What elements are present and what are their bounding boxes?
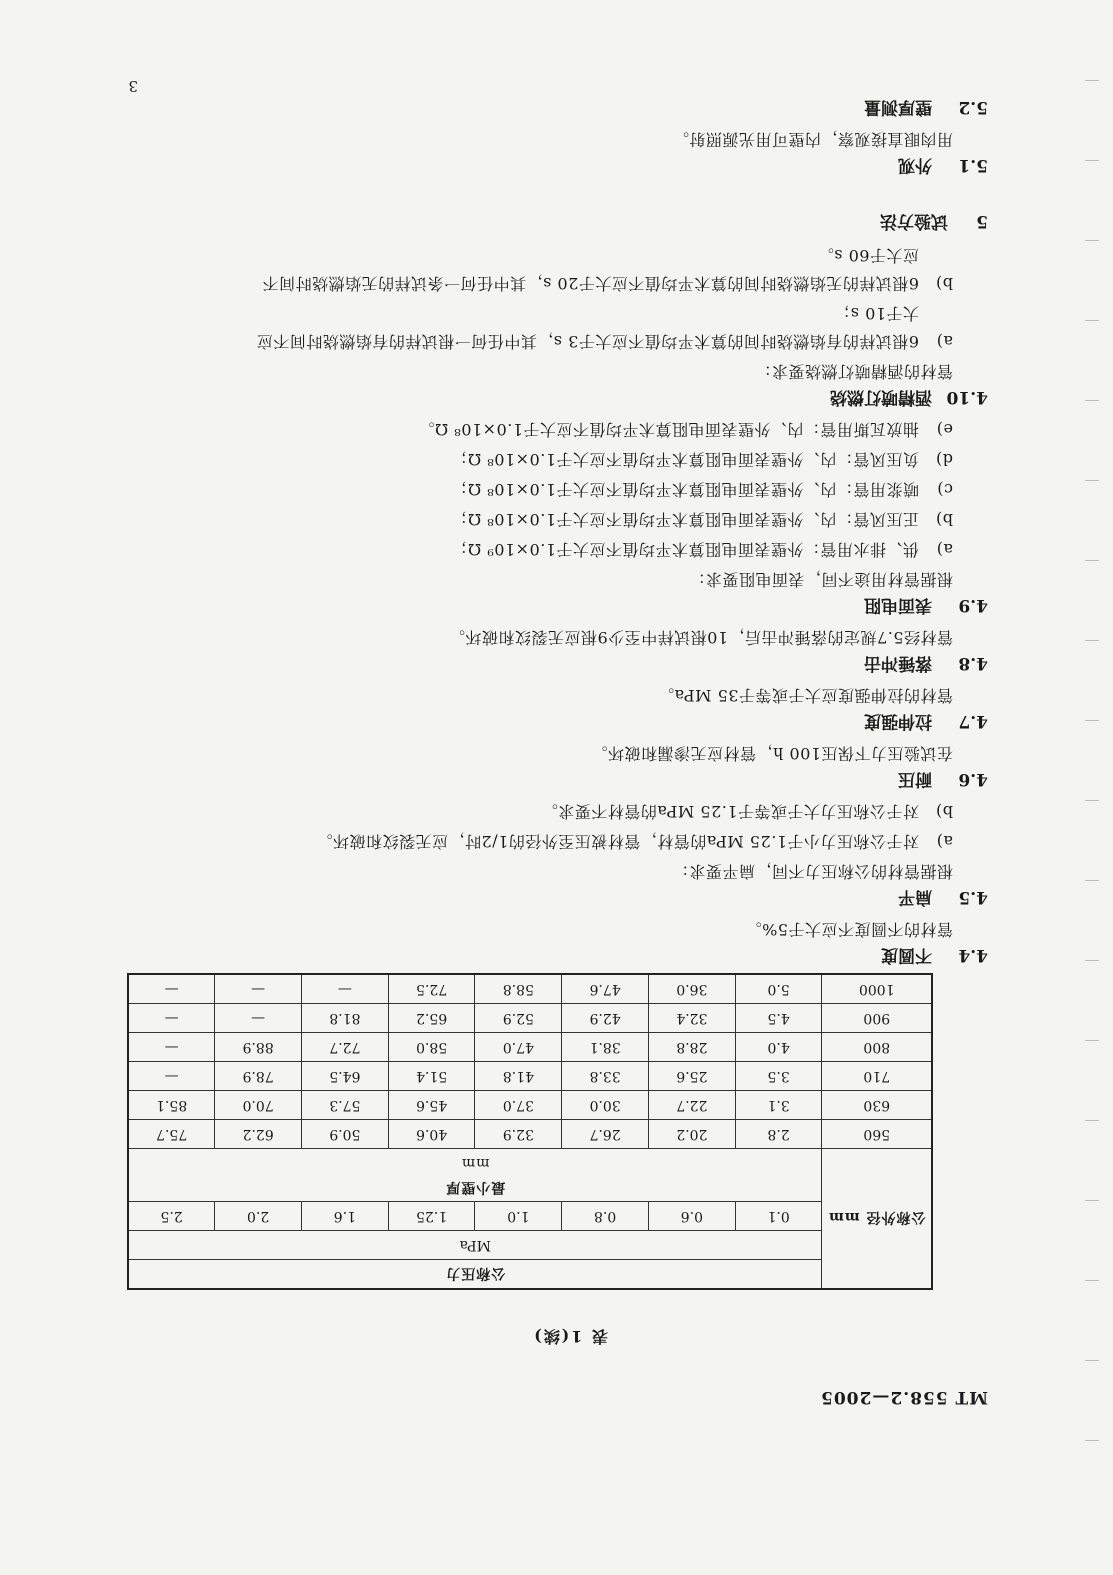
- section-5-1-heading: [898, 155, 988, 180]
- item-text: 正压风管：内、外壁表面电阻算术平均值不应大于1.0×10⁸ Ω；: [451, 510, 919, 529]
- table-cell: 47.6: [562, 974, 649, 1004]
- table-cell: 50.9: [302, 1120, 389, 1149]
- list-item: [451, 509, 953, 532]
- item-text: 负压风管：内、外壁表面电阻算术平均值不应大于1.0×10⁸ Ω；: [451, 450, 919, 469]
- outer-diameter-cell: 630: [822, 1091, 932, 1120]
- table-cell: 40.6: [388, 1120, 475, 1149]
- page-number: 3: [128, 77, 138, 95]
- table-cell: 4.5: [735, 1004, 822, 1033]
- table-cell: 52.9: [475, 1004, 562, 1033]
- table-cell: 22.7: [649, 1091, 736, 1120]
- pressure-value: 0.1: [735, 1202, 822, 1231]
- list-item: [418, 419, 953, 442]
- section-number: 4.6: [958, 769, 988, 789]
- header-min-thickness: [128, 1149, 822, 1202]
- section-4-7-heading: [864, 711, 988, 736]
- outer-diameter-cell: 800: [822, 1033, 932, 1062]
- item-mark: a): [936, 540, 953, 559]
- table-cell: —: [128, 1033, 215, 1062]
- table-caption: 表 1(续): [532, 1327, 608, 1346]
- section-4-10-text: 管材的酒精喷灯燃烧要求：: [754, 362, 953, 381]
- item-text: 6根试样的无焰燃烧时间的算术平均值不应大于20 s，其中任何一条试样的无焰燃烧时间不: [262, 274, 919, 293]
- table-cell: 75.7: [128, 1120, 215, 1149]
- section-title: 试验方法: [880, 211, 948, 231]
- table-cell: 26.7: [562, 1120, 649, 1149]
- item-mark: b): [935, 802, 953, 821]
- pressure-value: 0.8: [562, 1202, 649, 1231]
- section-4-7-text: 管材的拉伸强度应大于或等于35 MPa。: [657, 686, 953, 705]
- item-text: 对于公称压力小于1.25 MPa的管材，管材被压至外径的1/2时，应无裂纹和破坏。: [316, 832, 919, 851]
- pressure-value: 1.25: [388, 1202, 475, 1231]
- table-cell: 38.1: [562, 1033, 649, 1062]
- item-text: 抽放瓦斯用管：内、外壁表面电阻算术平均值不应大于1.0×10⁸ Ω。: [418, 420, 919, 439]
- section-title: 外观: [898, 155, 932, 175]
- table-cell: 3.5: [735, 1062, 822, 1091]
- table-cell: 62.2: [215, 1120, 302, 1149]
- item-text: 喷浆用管：内、外壁表面电阻算术平均值不应大于1.0×10⁸ Ω；: [451, 480, 919, 499]
- table-cell: —: [302, 974, 389, 1004]
- item-text: 对于公称压力大于或等于1.25 MPa的管材不要求。: [541, 802, 919, 821]
- table-cell: 58.8: [475, 974, 562, 1004]
- section-4-10-heading: [830, 387, 988, 412]
- table-cell: 5.0: [735, 974, 822, 1004]
- section-number: 4.9: [958, 595, 988, 615]
- table-cell: 58.0: [388, 1033, 475, 1062]
- table-cell: 72.5: [388, 974, 475, 1004]
- item-mark: b): [935, 510, 953, 529]
- section-4-4-text: 管材的不圆度不应大于5%。: [745, 920, 953, 939]
- section-4-6-heading: [898, 769, 988, 794]
- section-number: 4.8: [958, 653, 988, 673]
- item-mark: a): [936, 832, 953, 851]
- item-text: 供、排水用管：外壁表面电阻算术平均值不应大于1.0×10⁹ Ω；: [451, 540, 919, 559]
- table-cell: 70.0: [215, 1091, 302, 1120]
- section-title: 拉伸强度: [864, 711, 932, 731]
- table-cell: —: [128, 1004, 215, 1033]
- table-cell: 57.3: [302, 1091, 389, 1120]
- table-cell: —: [128, 974, 215, 1004]
- section-title: 壁厚测量: [864, 97, 932, 117]
- section-number: 5: [976, 211, 988, 231]
- section-4-8-text: 管材经5.7规定的落锤冲击后，10根试样中至少9根应无裂纹和破坏。: [448, 628, 953, 647]
- table-cell: 42.9: [562, 1004, 649, 1033]
- table-cell: 4.0: [735, 1033, 822, 1062]
- table-cell: 72.7: [302, 1033, 389, 1062]
- table-cell: —: [128, 1062, 215, 1091]
- section-number: 4.10: [946, 387, 988, 407]
- section-4-5-heading: [898, 887, 988, 912]
- pressure-value: 1.0: [475, 1202, 562, 1231]
- table-row: [128, 1062, 932, 1091]
- section-number: 4.5: [958, 887, 988, 907]
- section-title: 落锤冲击: [864, 653, 932, 673]
- list-item-continuation: 大于10 s；: [833, 304, 919, 323]
- section-title: 表面电阻: [864, 595, 932, 615]
- outer-diameter-cell: 900: [822, 1004, 932, 1033]
- section-title: 扁平: [898, 887, 932, 907]
- table-cell: 41.8: [475, 1062, 562, 1091]
- section-number: 5.2: [958, 97, 988, 117]
- table-cell: 33.8: [562, 1062, 649, 1091]
- thickness-unit: mm: [460, 1155, 490, 1171]
- thickness-label: 最小壁厚: [445, 1179, 506, 1195]
- table-cell: 47.0: [475, 1033, 562, 1062]
- section-5-heading: [880, 211, 988, 236]
- outer-diameter-cell: 1000: [822, 974, 932, 1004]
- list-item: [541, 801, 953, 824]
- item-text: 6根试样的有焰燃烧时间的算术平均值不应大于3 s，其中任何一根试样的有焰燃烧时间不应: [256, 332, 919, 351]
- standard-number: MT 558.2—2005: [820, 1387, 988, 1407]
- table-cell: 78.9: [215, 1062, 302, 1091]
- section-4-8-heading: [864, 653, 988, 678]
- section-4-9-text: 根据管材用途不同，表面电阻要求：: [688, 570, 953, 589]
- header-nominal-pressure: 公称压力: [128, 1260, 822, 1290]
- table-cell: —: [215, 1004, 302, 1033]
- list-item: [451, 449, 953, 472]
- list-item: [451, 539, 953, 562]
- section-5-1-text: 用肉眼直接观察，内壁可用光源照射。: [672, 130, 953, 149]
- pressure-value: 0.6: [649, 1202, 736, 1231]
- pressure-value: 2.0: [215, 1202, 302, 1231]
- table-cell: 36.0: [649, 974, 736, 1004]
- list-item: [262, 273, 953, 296]
- list-item-continuation: 应大于60 s。: [817, 246, 919, 265]
- table-cell: 3.1: [735, 1091, 822, 1120]
- table-cell: 20.2: [649, 1120, 736, 1149]
- table-cell: 30.0: [562, 1091, 649, 1120]
- item-mark: c): [936, 480, 953, 499]
- table-row: [128, 974, 932, 1004]
- item-mark: e): [936, 420, 953, 439]
- section-number: 5.1: [958, 155, 988, 175]
- section-4-4-heading: [881, 945, 988, 970]
- section-4-5-text: 根据管材的公称压力不同，扁平要求：: [672, 862, 953, 881]
- section-title: 不圆度: [881, 945, 932, 965]
- table-row: [128, 1091, 932, 1120]
- table-row: [128, 1033, 932, 1062]
- outer-diameter-cell: 560: [822, 1120, 932, 1149]
- pressure-value: 1.6: [302, 1202, 389, 1231]
- table-cell: 65.2: [388, 1004, 475, 1033]
- item-mark: b): [935, 274, 953, 293]
- wall-thickness-table: [127, 973, 933, 1290]
- header-outer-diameter: 公称外径 mm: [822, 1149, 932, 1290]
- section-4-6-text: 在试验压力下保压100 h，管材应无渗漏和破坏。: [591, 744, 953, 763]
- table-cell: 28.8: [649, 1033, 736, 1062]
- table-cell: 32.9: [475, 1120, 562, 1149]
- table-row: [128, 1004, 932, 1033]
- table-cell: 25.6: [649, 1062, 736, 1091]
- table-cell: 81.8: [302, 1004, 389, 1033]
- table-row: [128, 1120, 932, 1149]
- section-title: 耐压: [898, 769, 932, 789]
- table-cell: 85.1: [128, 1091, 215, 1120]
- table-cell: 45.6: [388, 1091, 475, 1120]
- table-cell: 88.9: [215, 1033, 302, 1062]
- item-mark: d): [935, 450, 953, 469]
- section-title: 酒精喷灯燃烧: [830, 387, 932, 407]
- list-item: [256, 331, 953, 354]
- list-item: [316, 831, 953, 854]
- section-5-2-heading: [864, 97, 988, 122]
- item-mark: a): [936, 332, 953, 351]
- section-number: 4.4: [958, 945, 988, 965]
- table-cell: —: [215, 974, 302, 1004]
- header-pressure-unit: MPa: [128, 1231, 822, 1260]
- table-cell: 32.4: [649, 1004, 736, 1033]
- section-4-9-heading: [864, 595, 988, 620]
- section-number: 4.7: [958, 711, 988, 731]
- list-item: [451, 479, 953, 502]
- table-cell: 37.0: [475, 1091, 562, 1120]
- outer-diameter-cell: 710: [822, 1062, 932, 1091]
- table-cell: 2.8: [735, 1120, 822, 1149]
- table-cell: 51.4: [388, 1062, 475, 1091]
- pressure-value: 2.5: [128, 1202, 215, 1231]
- table-cell: 64.5: [302, 1062, 389, 1091]
